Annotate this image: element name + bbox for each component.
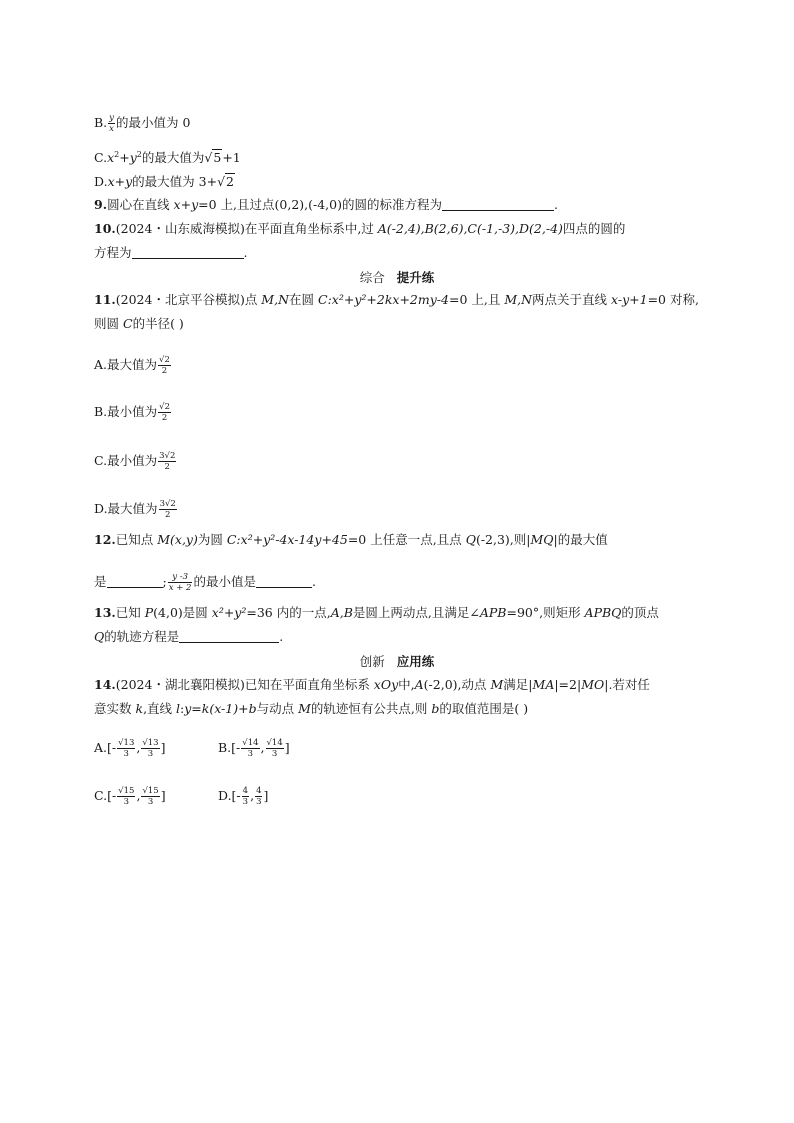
fraction: $\frac{√2}{2}$ xyxy=(159,402,171,423)
question-14-option-c[interactable]: C.[- $\frac{√15}{3}$ , $\frac{√15}{3}$ ] xyxy=(94,786,166,807)
question-14-cont: 意实数 k,直线 l:y=k(x-1)+b与动点 M的轨迹恒有公共点,则 b的取值范围是( ) xyxy=(94,701,529,716)
question-14-options-row-1 xyxy=(94,738,290,759)
answer-blank[interactable] xyxy=(132,244,244,259)
question-11-option-b[interactable]: B.最小值为 $\frac{√2}{2}$ xyxy=(94,402,171,423)
question-10-cont: 方程为 . xyxy=(94,245,248,260)
question-14: 14.(2024・湖北襄阳模拟)已知在平面直角坐标系 xOy中,A(-2,0),动点 M满足|MA|=2|MO|.若对任 xyxy=(94,677,650,692)
question-14-option-a[interactable]: A.[- $\frac{√13}{3}$ , $\frac{√13}{3}$ ] xyxy=(94,738,166,759)
question-10: 10.(2024・山东威海模拟)在平面直角坐标系中,过 A(-2,4),B(2,6),C(-1,-3),D(2,-4)四点的圆的 xyxy=(94,221,626,236)
question-11-cont: 则圆 C的半径( ) xyxy=(94,316,184,331)
question-12: 12.已知点 M(x,y)为圆 C:x²+y²-4x-14y+45=0 上任意一点,且点 Q(-2,3),则|MQ|的最大值 xyxy=(94,532,608,547)
section-heading-innovation: 创新 应用练 xyxy=(359,654,435,669)
question-11-option-d[interactable]: D.最大值为 $\frac{3√2}{2}$ xyxy=(94,499,176,520)
question-9: 9.圆心在直线 x+y=0 上,且过点(0,2),(-4,0)的圆的标准方程为 . xyxy=(94,197,558,212)
answer-blank[interactable] xyxy=(107,573,163,588)
question-11: 11.(2024・北京平谷模拟)点 M,N在圆 C:x²+y²+2kx+2my-4=0 上,且 M,N两点关于直线 x-y+1=0 对称, xyxy=(94,292,699,307)
question-11-option-a[interactable]: A.最大值为 $\frac{√2}{2}$ xyxy=(94,355,170,376)
answer-blank[interactable] xyxy=(179,628,279,643)
option-c-line: $C.x^2+y^2$的最大值为√5+1 xyxy=(94,150,241,165)
fraction: $\frac{3√2}{2}$ xyxy=(159,451,176,472)
option-label: B. xyxy=(94,115,108,130)
question-14-option-b[interactable]: B.[- $\frac{√14}{3}$ , $\frac{√14}{3}$ ] xyxy=(218,738,290,759)
fraction: $\frac{3√2}{2}$ xyxy=(159,499,176,520)
fraction: $\frac{y -3}{x + 2}$ xyxy=(168,572,192,593)
option-b-line: B. $\frac{y}{x}$ 的最小值为 0 xyxy=(94,113,191,134)
question-13-cont: Q的轨迹方程是 . xyxy=(94,629,284,644)
question-12-cont: 是 ; $\frac{y -3}{x + 2}$ 的最小值是 . xyxy=(94,572,316,593)
answer-blank[interactable] xyxy=(256,573,312,588)
answer-blank[interactable] xyxy=(442,196,554,211)
fraction: $\frac{y}{x}$ xyxy=(109,113,114,134)
sqrt: √2 xyxy=(217,174,234,189)
question-14-option-d[interactable]: D.[- $\frac{4}{3}$ , $\frac{4}{3}$ ] xyxy=(218,786,269,807)
question-13: 13.已知 P(4,0)是圆 x²+y²=36 内的一点,A,B是圆上两动点,且满足∠APB=90°,则矩形 APBQ的顶点 xyxy=(94,605,659,620)
sqrt: √5 xyxy=(204,150,222,165)
option-d-line: D.x+y的最大值为 3+√2 xyxy=(94,174,234,189)
section-heading-comprehensive: 综合 提升练 xyxy=(359,270,435,285)
question-11-option-c[interactable]: C.最小值为 $\frac{3√2}{2}$ xyxy=(94,451,176,472)
question-14-options-row-2 xyxy=(94,786,268,807)
fraction: $\frac{√2}{2}$ xyxy=(159,355,170,376)
